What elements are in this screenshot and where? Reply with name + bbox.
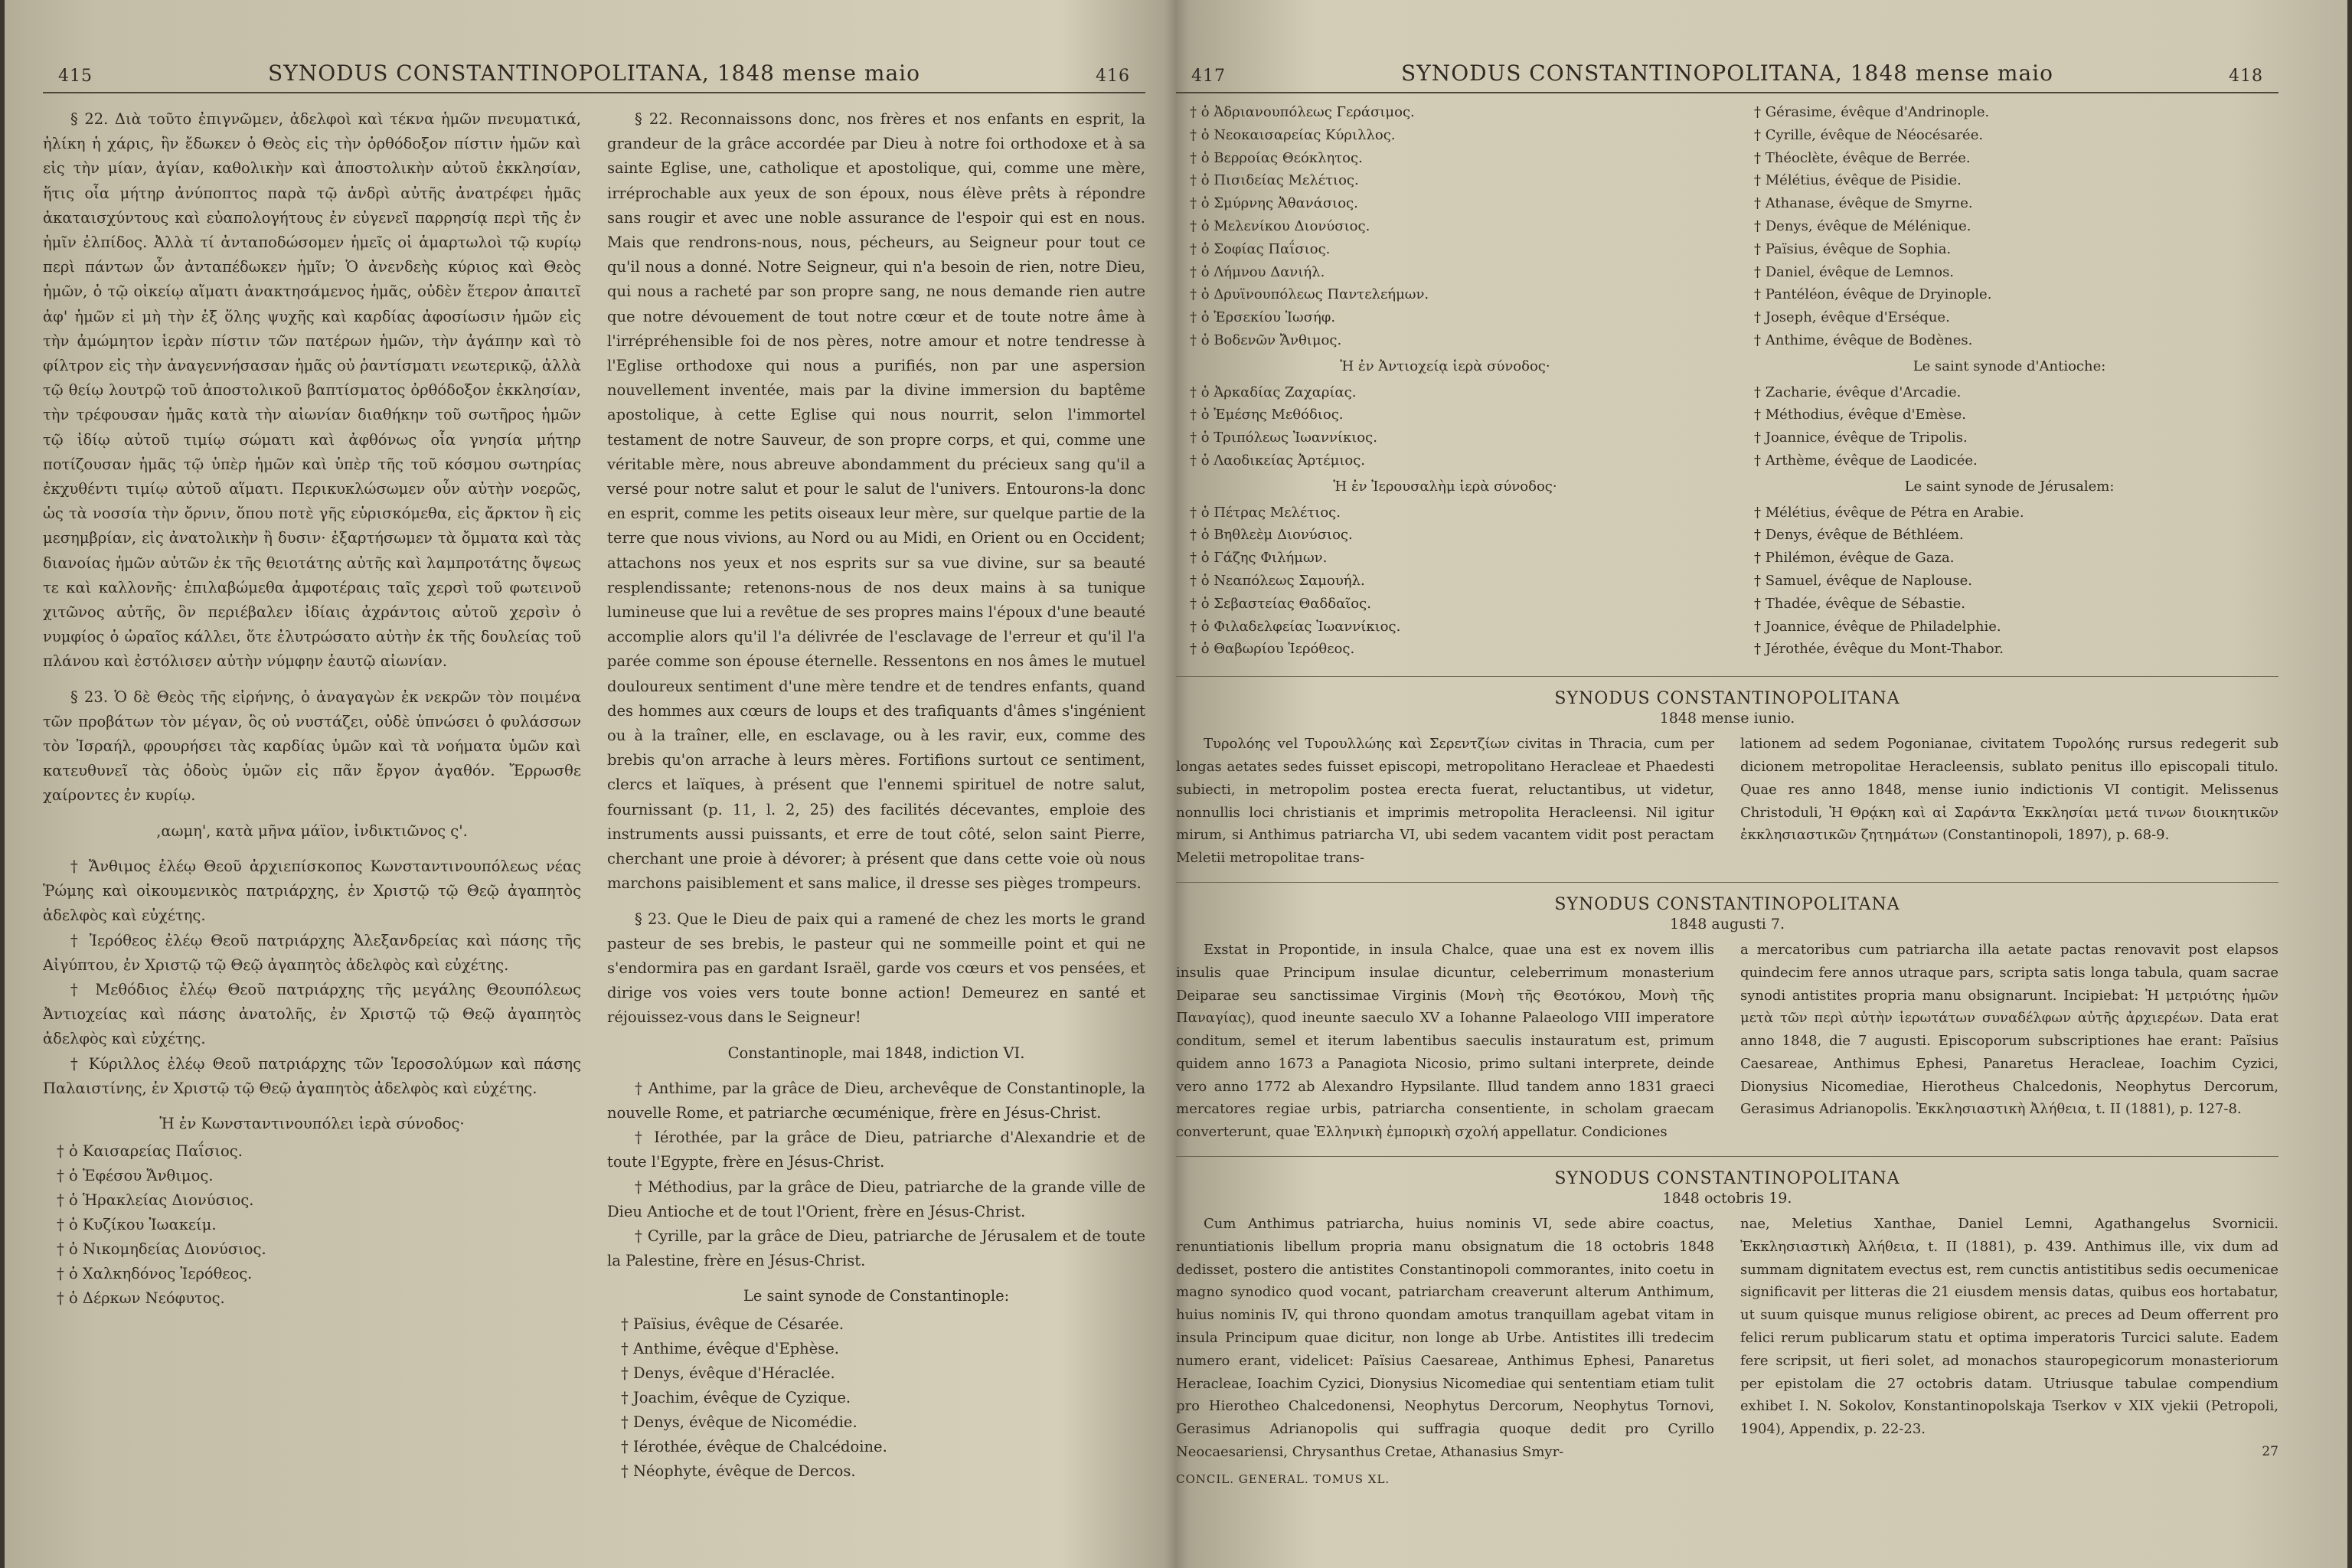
list-item: † ὁ Ἐφέσου Ἄνθιμος. xyxy=(57,1164,581,1188)
page-number: 418 xyxy=(2229,67,2263,86)
list-item: † Anthime, évêque de Bodènes. xyxy=(1754,329,2278,352)
list-item: † ὁ Κυζίκου Ἰωακείμ. xyxy=(57,1213,581,1237)
french-paragraph: § 22. Reconnaissons donc, nos frères et nos enfants en esprit, la grandeur de la grâce accordée par Dieu à notre foi orthodoxe et à sa sainte Eglise, une, catholique et apostolique, qui, comme une mère, irréprochable aux yeux de son époux, nous élève prêts à répondre sans rougir et avec une noble assurance de l'espoir qui est en nous. Mais que rendrons-nous, nous, pécheurs, au Seigneur pour tout ce qu'il nous a donné. Notre Seigneur, qui n'a besoin de rien, notre Dieu, qui nous a racheté par son propre sang, ne nous demande rien autre que notre dévouement de tout notre cœur et de toute notre âme à l'irrépréhensible foi de nos pères, notre amour et notre tendresse à l'Eglise orthodoxe qui nous a purifiés, non par une aspersion nouvellement inventée, mais par la divine immersion du baptême apostolique, à cette Eglise qui nous nourrit, selon l'immortel testament de notre Sauveur, de son propre corps, et qui, comme une véritable mère, nous abreuve abondamment du précieux sang qu'il a versé pour notre salut et pour le salut de l'univers. Entourons-la donc en esprit, comme les petits oiseaux leur mère, sur quelque partie de la terre que nous vivions, au Nord ou au Midi, en Orient ou en Occident; attachons nos yeux et nos esprits sur sa vue divine, sur sa beauté resplendissante; retenons-nous de nos deux mains à sa tunique lumineuse que lui a revêtue de ses propres mains l'époux d'une beauté accomplie alors qu'il l'a délivrée de l'esclavage de l'erreur et qu'il l'a parée comme son épouse éternelle. Ressentons en nos âmes le mutuel douloureux sentiment d'une mère tendre et de tendres enfants, quand des hommes aux cœurs de loups et des trafiquants d'âmes s'ingénient ou à la traîner, elle, en esclavage, ou à les ravir, eux, comme des brebis qu'on arrache à leurs mères. Fortifions surtout ce sentiment, clercs et laïques, à présent que l'ennemi spirituel de notre salut, fournissant (p. 11, l. 2, 25) des facilités décevantes, emploie des instruments aussi puissants, et erre de tout côté, selon saint Pierre, cherchant une proie à dévorer; à présent que dans cette voie où nous marchons paisiblement et sans malice, il dresse ses pièges trompeurs. xyxy=(607,110,1145,893)
greek-bishop-list xyxy=(1176,101,1714,352)
page-number: 415 xyxy=(58,67,93,86)
list-item: † ὁ Ἡρακλείας Διονύσιος. xyxy=(57,1188,581,1213)
list-item: † ὁ Λήμνου Δανιήλ. xyxy=(1190,261,1714,284)
list-item: † Païsius, évêque de Césarée. xyxy=(621,1312,1145,1337)
greek-antioch-list xyxy=(1176,381,1714,472)
list-item: † ὁ Γάζης Φιλήμων. xyxy=(1190,547,1714,570)
list-item: † ὁ Χαλκηδόνος Ἱερόθεος. xyxy=(57,1262,581,1286)
list-item: † ὁ Ἀρκαδίας Ζαχαρίας. xyxy=(1190,381,1714,404)
french-signature: † Iérothée, par la grâce de Dieu, patriarche d'Alexandrie et de toute l'Egypte, frère en Jésus-Christ. xyxy=(607,1129,1145,1171)
greek-jerusalem-list xyxy=(1176,501,1714,662)
french-signature: † Cyrille, par la grâce de Dieu, patriarche de Jérusalem et de toute la Palestine, frère en Jésus-Christ. xyxy=(607,1227,1145,1270)
list-item: † Iérothée, évêque de Chalcédoine. xyxy=(621,1435,1145,1459)
page-number: 416 xyxy=(1096,67,1130,86)
list-item: † ὁ Μελενίκου Διονύσιος. xyxy=(1190,215,1714,238)
section-date: 1848 augusti 7. xyxy=(1670,915,1785,933)
list-item: † ὁ Σοφίας Παΐσιος. xyxy=(1190,238,1714,261)
list-item: † ὁ Νικομηδείας Διονύσιος. xyxy=(57,1237,581,1262)
greek-paragraph: § 23. Ὁ δὲ Θεὸς τῆς εἰρήνης, ὁ ἀναγαγὼν ἐκ νεκρῶν τὸν ποιμένα τῶν προβάτων τὸν μέγαν, ὃς οὐ νυστάζει, οὐδὲ ὑπνώσει ὁ φυλάσσων τὸν Ἰσραήλ, φρουρήσει τὰς καρδίας ὑμῶν καὶ τὰ νοήματα ὑμῶν καὶ κατευθυνεῖ τὰς ὁδοὺς ὑμῶν εἰς πᾶν ἔργον ἀγαθόν. Ἔρρωσθε χαίροντες ἐν κυρίῳ. xyxy=(43,688,581,805)
section-text: nae, Meletius Xanthae, Daniel Lemni, Agathangelus Svornicii. Ἐκκλησιαστικὴ Ἀλήθεια, t. II (1881), p. 439. Anthimus ille, vix dum ad summam dignitatem evectus est, rem cunctis antistitibus sedis oecumenicae significavit per litteras die 21 eiusdem mensis datas, quibus eos hortabatur, ut suum quisque munus religiose obirent, ac preces ad Deum offerrent pro felici rerum publicarum statu et optima imperatoris Turcici salute. Eadem fere scripsit, ut fieri solet, ad monachos stauropegicorum monasteriorum per epistolam die 27 octobris datam. Utriusque tabulae compendium exhibet I. N. Sokolov, Konstantinopolskaja Tserkov v XIX vjekii (Petropoli, 1904), Appendix, p. 22-23. xyxy=(1740,1216,2278,1438)
list-item: † Pantéléon, évêque de Dryinople. xyxy=(1754,283,2278,306)
running-head-right xyxy=(1176,46,2278,93)
greek-signature: † Κύριλλος ἐλέῳ Θεοῦ πατριάρχης τῶν Ἱεροσολύμων καὶ πάσης Παλαιστίνης, ἐν Χριστῷ τῷ Θεῷ ἀγαπητὸς ἀδελφὸς καὶ εὐχέτης. xyxy=(43,1054,581,1097)
section-date: 1848 mense iunio. xyxy=(1659,710,1795,727)
list-item: † ὁ Ἐρσεκίου Ἰωσήφ. xyxy=(1190,306,1714,329)
running-title: SYNODUS CONSTANTINOPOLITANA, 1848 mense maio xyxy=(1401,60,2053,86)
french-signatures-column xyxy=(1740,101,2278,664)
list-item: † Denys, évêque de Béthléem. xyxy=(1754,524,2278,547)
open-book xyxy=(5,0,2347,1568)
section-text: Cum Anthimus patriarcha, huius nominis VI, sede abire coactus, renuntiationis libellum propria manu obsignatum die 18 octobris 1848 dedisset, postero die antistites Constantinopoli commorantes, inito coetu in magno synodico quod vocant, patriarcham creaverunt alterum Anthimum, huius nominis IV, qui throno quondam amotus tranquillam agebat vitam in insula Principum quae dicitur, non longe ab Urbe. Antistites illi tredecim numero erant, videlicet: Païsius Caesareae, Anthimus Ephesi, Panaretus Heracleae, Ioachim Cyzici, Dionysius Nicomediae qui sententiam etiam tulit pro Hierotheo Chalcedonensi, Neophytus Dercorum, Neophytus Tornovi, Gerasimus Adrianopolis qui suffragia quoque dedit pro Cyrillo Neocaesariensi, Chrysanthus Cretae, Athanasius Smyr- xyxy=(1176,1216,1714,1461)
french-signature: † Anthime, par la grâce de Dieu, archevêque de Constantinople, la nouvelle Rome, et patriarche œcuménique, frère en Jésus-Christ. xyxy=(607,1079,1145,1122)
list-item: † ὁ Νεαπόλεως Σαμουήλ. xyxy=(1190,570,1714,593)
section-text: a mercatoribus cum patriarcha illa aetate pactas renovavit post elapsos quindecim fere annos utraque pars, scripta satis longa tabula, quam sacrae synodi antistites propria manu obsignarunt. Incipiebat: Ἡ μετριότης ἡμῶν μετὰ τῶν περὶ αὐτὴν ἱερωτάτων συναδέλφων αὐτῆς ἀρχιερέων. Data erat anno 1848, die 7 augusti. Episcoporum subscriptiones hae erant: Païsius Caesareae, Anthimus Ephesi, Panaretus Heracleae, Ioachim Cyzici, Dionysius Nicomediae, Hierotheus Chalcedonis, Neophytus Dercorum, Gerasimus Adrianopolis. Ἐκκλησιαστικὴ Ἀλήθεια, t. II (1881), p. 127-8. xyxy=(1740,941,2278,1118)
section-title: SYNODUS CONSTANTINOPOLITANA xyxy=(1554,1169,1900,1189)
greek-jerusalem-heading: Ἡ ἐν Ἱερουσαλὴμ ἱερὰ σύνοδος· xyxy=(1333,478,1557,495)
list-item: † Jérothée, évêque du Mont-Thabor. xyxy=(1754,638,2278,661)
greek-bishop-list xyxy=(43,1139,581,1311)
list-item: † Païsius, évêque de Sophia. xyxy=(1754,238,2278,261)
running-title: SYNODUS CONSTANTINOPOLITANA, 1848 mense maio xyxy=(268,60,920,86)
running-head-left xyxy=(43,46,1145,93)
list-item: † Anthime, évêque d'Ephèse. xyxy=(621,1337,1145,1361)
greek-antioch-heading: Ἡ ἐν Ἀντιοχείᾳ ἱερὰ σύνοδος· xyxy=(1340,358,1550,374)
right-page xyxy=(1176,46,2278,1547)
french-bishop-list xyxy=(607,1312,1145,1484)
list-item: † ὁ Πισιδείας Μελέτιος. xyxy=(1190,169,1714,192)
list-item: † Joseph, évêque d'Erséque. xyxy=(1754,306,2278,329)
greek-synod-heading: Ἡ ἐν Κωνσταντινουπόλει ἱερὰ σύνοδος· xyxy=(159,1114,465,1132)
list-item: † Athanase, évêque de Smyrne. xyxy=(1754,192,2278,215)
french-bishop-list xyxy=(1740,101,2278,352)
list-item: † Philémon, évêque de Gaza. xyxy=(1754,547,2278,570)
list-item: † Joannice, évêque de Tripolis. xyxy=(1754,426,2278,449)
french-paragraph: § 23. Que le Dieu de paix qui a ramené de chez les morts le grand pasteur de ses brebis, le pasteur qui ne sommeille point et qui ne s'endormira pas en gardant Israël, garde vos cœurs et vos pensées, et dirige vos voies vers toute bonne action! Demeurez en santé et réjouissez-vous dans le Seigneur! xyxy=(607,910,1145,1027)
greek-signature: † Ἱερόθεος ἐλέῳ Θεοῦ πατριάρχης Ἀλεξανδρείας καὶ πάσης τῆς Αἰγύπτου, ἐν Χριστῷ τῷ Θεῷ ἀγαπητὸς ἀδελφὸς καὶ εὐχέτης. xyxy=(43,931,581,974)
list-item: † ὁ Ἐμέσης Μεθόδιος. xyxy=(1190,403,1714,426)
list-item: † Gérasime, évêque d'Andrinople. xyxy=(1754,101,2278,124)
list-item: † ὁ Καισαρείας Παΐσιος. xyxy=(57,1139,581,1164)
list-item: † ὁ Σεβαστείας Θαδδαῖος. xyxy=(1190,593,1714,616)
list-item: † Cyrille, évêque de Néocésarée. xyxy=(1754,124,2278,147)
list-item: † ὁ Σμύρνης Ἀθανάσιος. xyxy=(1190,192,1714,215)
list-item: † Samuel, évêque de Naplouse. xyxy=(1754,570,2278,593)
greek-signature: † Μεθόδιος ἐλέῳ Θεοῦ πατριάρχης τῆς μεγάλης Θεουπόλεως Ἀντιοχείας καὶ πάσης ἀνατολῆς, ἐν Χριστῷ τῷ Θεῷ ἀγαπητὸς ἀδελφὸς καὶ εὐχέτης. xyxy=(43,980,581,1048)
list-item: † Zacharie, évêque d'Arcadie. xyxy=(1754,381,2278,404)
list-item: † ὁ Πέτρας Μελέτιος. xyxy=(1190,501,1714,524)
section-text: Τυρολόης vel Τυρουλλώης καὶ Σερεντζίων civitas in Thracia, cum per longas aetates sedes fuisset episcopi, metropolitano Heracleae et Phaedesti subiecti, in metropolim postea erecta fuerat, reluctantibus, ut videtur, nonnullis loci christianis et imprimis metropolita Heracleensi. Nil igitur mirum, si Anthimus patriarcha VI, ubi sedem vacantem vidit post peractam Meletii metropolitae trans- xyxy=(1176,736,1714,867)
list-item: † Denys, évêque d'Héraclée. xyxy=(621,1361,1145,1386)
list-item: † ὁ Βοδενῶν Ἄνθιμος. xyxy=(1190,329,1714,352)
section-august xyxy=(1176,882,2278,1144)
french-jerusalem-heading: Le saint synode de Jérusalem: xyxy=(1904,478,2115,495)
list-item: † Joannice, évêque de Philadelphie. xyxy=(1754,616,2278,639)
list-item: † Joachim, évêque de Cyzique. xyxy=(621,1386,1145,1410)
french-signature: † Méthodius, par la grâce de Dieu, patriarche de la grande ville de Dieu Antioche et de tout l'Orient, frère en Jésus-Christ. xyxy=(607,1178,1145,1220)
list-item: † ὁ Νεοκαισαρείας Κύριλλος. xyxy=(1190,124,1714,147)
french-jerusalem-list xyxy=(1740,501,2278,662)
french-antioch-heading: Le saint synode d'Antioche: xyxy=(1913,358,2106,374)
section-text: lationem ad sedem Pogonianae, civitatem Τυρολόης rursus redegerit sub dicionem metropolitae Heracleensis, sublato penitus illo episcopali titulo. Quae res anno 1848, mense iunio indictionis VI contigit. Melissenus Christoduli, Ἡ Θρᾴκη καὶ αἱ Σαράντα Ἐκκλησίαι μετά τινων διοικητικῶν ἐκκλησιαστικῶν ζητημάτων (Constantinopoli, 1897), p. 68-9. xyxy=(1740,736,2278,844)
signature-mark: CONCIL. GENERAL. TOMUS XL. xyxy=(1176,1472,1390,1486)
section-title: SYNODUS CONSTANTINOPOLITANA xyxy=(1554,894,1900,914)
french-date-line: Constantinople, mai 1848, indiction VI. xyxy=(727,1044,1025,1062)
greek-signature: † Ἄνθιμος ἐλέῳ Θεοῦ ἀρχιεπίσκοπος Κωνσταντινουπόλεως νέας Ῥώμης καὶ οἰκουμενικὸς πατριάρχης, ἐν Χριστῷ τῷ Θεῷ ἀγαπητὸς ἀδελφὸς καὶ εὐχέτης. xyxy=(43,857,581,925)
list-item: † Néophyte, évêque de Dercos. xyxy=(621,1459,1145,1484)
list-item: † Arthème, évêque de Laodicée. xyxy=(1754,449,2278,472)
list-item: † ὁ Ἀδριανουπόλεως Γεράσιμος. xyxy=(1190,101,1714,124)
list-item: † Denys, évêque de Mélénique. xyxy=(1754,215,2278,238)
french-synod-heading: Le saint synode de Constantinople: xyxy=(743,1287,1010,1305)
french-antioch-list xyxy=(1740,381,2278,472)
greek-column xyxy=(43,107,581,1487)
list-item: † Théoclète, évêque de Berrée. xyxy=(1754,147,2278,170)
section-june xyxy=(1176,676,2278,870)
list-item: † Denys, évêque de Nicomédie. xyxy=(621,1410,1145,1435)
list-item: † ὁ Δρυϊνουπόλεως Παντελεήμων. xyxy=(1190,283,1714,306)
list-item: † Thadée, évêque de Sébastie. xyxy=(1754,593,2278,616)
page-number: 417 xyxy=(1191,67,1226,86)
section-october xyxy=(1176,1156,2278,1491)
folio-number: 27 xyxy=(2262,1444,2278,1460)
greek-paragraph: § 22. Διὰ τοῦτο ἐπιγνῶμεν, ἀδελφοὶ καὶ τέκνα ἡμῶν πνευματικά, ἡλίκη ἡ χάρις, ἣν ἔδωκεν ὁ Θεὸς εἰς τὴν ὀρθόδοξον πίστιν ἡμῶν καὶ εἰς τὴν μίαν, ἁγίαν, καθολικὴν καὶ ἀποστολικὴν αὐτοῦ ἐκκλησίαν, ἥτις οἷα μήτηρ ἀνύποπτος παρὰ τῷ ἀνδρὶ αὐτῆς ἀνατρέφει ἡμᾶς ἀκαταισχύντους καὶ εὐαπολογήτους ἐν εὐγενεῖ παρρησίᾳ περὶ τῆς ἐν ἡμῖν ἐλπίδος. Ἀλλὰ τί ἀνταποδώσομεν ἡμεῖς οἱ ἁμαρτωλοὶ τῷ κυρίῳ περὶ πάντων ὧν ἀνταπέδωκεν ἡμῖν; Ὁ ἀνενδεὴς κύριος καὶ Θεὸς ἡμῶν, ὁ τῷ οἰκείῳ αἵματι ἀνακτησάμενος ἡμᾶς, οὐδὲν ἕτερον ἀπαιτεῖ ἀφ' ἡμῶν εἰ μὴ τὴν ἐξ ὅλης ψυχῆς καὶ καρδίας ἀφοσίωσιν ἡμῶν εἰς τὴν ἀμώμητον ἱερὰν πίστιν τῶν πατέρων ἡμῶν, τὴν ἀγάπην καὶ τὸ φίλτρον εἰς τὴν ἀναγεννήσασαν ἡμᾶς οὐ ῥαντίσματι νεωτερικῷ, ἀλλὰ τῷ θείῳ λουτρῷ τοῦ ἀποστολικοῦ βαπτίσματος ὀρθόδοξον ἐκκλησίαν, τὴν τρέφουσαν ἡμᾶς κατὰ τὴν αἰωνίαν διαθήκην τοῦ σωτῆρος ἡμῶν τῷ ἰδίῳ αὐτοῦ τιμίῳ σώματι καὶ ἀφθόνως οἷα γνησία μήτηρ ποτίζουσαν ἡμᾶς τῷ ὑπὲρ ἡμῶν καὶ ὑπὲρ τῆς τοῦ κόσμου σωτηρίας ἐκχυθέντι τιμίῳ αὐτοῦ αἵματι. Περικυκλώσωμεν οὖν αὐτὴν νοερῶς, ὡς τὰ νοσσία τὴν ὄρνιν, ὅπου ποτὲ γῆς εὑρισκόμεθα, εἰς ἄρκτον ἢ εἰς μεσημβρίαν, εἰς ἀνατολικὴν ἢ δυσιν· ἐξαρτήσωμεν τὰ ὄμματα καὶ τὰς διανοίας ἡμῶν αὐτῶν ἐκ τῆς θειοτάτης αὐτῆς καὶ λαμπροτάτης ὄψεως τε καὶ καλλονῆς· ἐπιλαβώμεθα ἀμφοτέραις ταῖς χερσὶ τοῦ φωτεινοῦ χιτῶνος αὐτῆς, ὃν περιέβαλεν ἰδίαις ἀχράντοις αὐτοῦ χερσὶν ὁ νυμφίος ὁ ὡραῖος κάλλει, ὅτε ἐλυτρώσατο αὐτὴν ἐκ τῆς δουλείας τοῦ πλάνου καὶ ἐστόλισεν αὐτὴν νύμφην ἑαυτῷ αἰωνίαν. xyxy=(43,110,581,671)
section-title: SYNODUS CONSTANTINOPOLITANA xyxy=(1554,689,1900,709)
list-item: † ὁ Λαοδικείας Ἀρτέμιος. xyxy=(1190,449,1714,472)
left-page xyxy=(43,46,1145,1547)
greek-date-line: ,αωμη', κατὰ μῆνα μάϊον, ἰνδικτιῶνος ς'. xyxy=(156,822,468,840)
list-item: † Méthodius, évêque d'Emèse. xyxy=(1754,403,2278,426)
list-item: † ὁ Βερροίας Θεόκλητος. xyxy=(1190,147,1714,170)
list-item: † ὁ Τριπόλεως Ἰωαννίκιος. xyxy=(1190,426,1714,449)
list-item: † ὁ Θαβωρίου Ἱερόθεος. xyxy=(1190,638,1714,661)
section-text: Exstat in Propontide, in insula Chalce, quae una est ex novem illis insulis quae Principum insulae dicuntur, celeberrimum monasterium Deiparae seu sanctissimae Virginis (Μονὴ τῆς Θεοτόκου, Μονὴ τῆς Παναγίας), quod ineunte saeculo XV a Iohanne Palaeologo VIII imperatore conditum, semel et iterum labentibus saeculis instauratum est, primum quidem anno 1673 a Panagiota Nicosio, primo sultani interprete, deinde vero anno 1772 ab Alexandro Hypsilante. Illud tandem anno 1831 graeci mercatores regiae urbis, patriarcha consentiente, in scholam graecam converterunt, quae Ἑλληνικὴ ἐμπορικὴ σχολή appellatur. Condiciones xyxy=(1176,941,1714,1141)
list-item: † Mélétius, évêque de Pétra en Arabie. xyxy=(1754,501,2278,524)
list-item: † Daniel, évêque de Lemnos. xyxy=(1754,261,2278,284)
greek-signatures-column xyxy=(1176,101,1714,664)
section-date: 1848 octobris 19. xyxy=(1662,1190,1792,1207)
list-item: † Mélétius, évêque de Pisidie. xyxy=(1754,169,2278,192)
french-column xyxy=(607,107,1145,1487)
list-item: † ὁ Φιλαδελφείας Ἰωαννίκιος. xyxy=(1190,616,1714,639)
list-item: † ὁ Βηθλεὲμ Διονύσιος. xyxy=(1190,524,1714,547)
list-item: † ὁ Δέρκων Νεόφυτος. xyxy=(57,1286,581,1311)
